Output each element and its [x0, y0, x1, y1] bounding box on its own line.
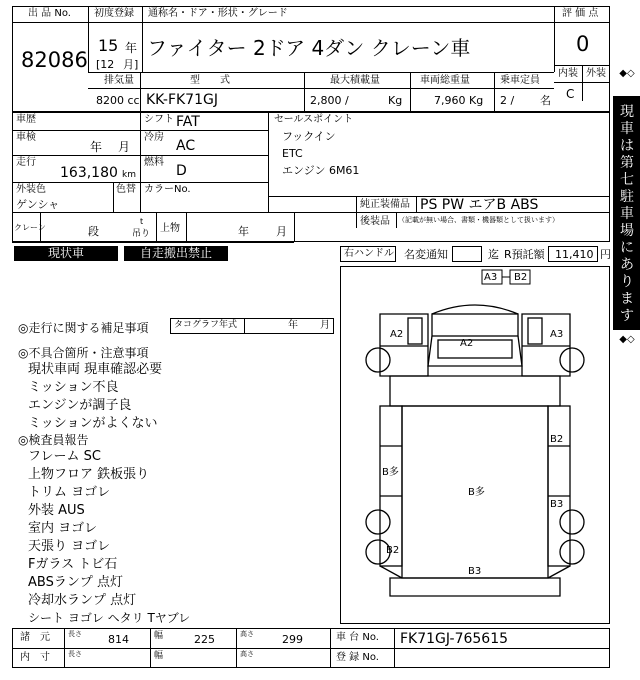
height-value: 299	[282, 633, 303, 646]
interior-value: C	[566, 87, 575, 101]
exterior-label: 外装	[586, 68, 606, 79]
handle-value: 右ハンドル	[344, 248, 394, 259]
inspector-10: シート ヨゴレ ヘタリ Tヤブレ	[28, 611, 191, 625]
mileage-value: 163,180	[60, 165, 118, 181]
height-label: 高さ	[240, 630, 254, 638]
width-label: 幅	[154, 631, 164, 641]
damage-a3-right: A3	[550, 329, 564, 340]
shift-label: シフト	[144, 114, 174, 125]
r-amount: 11,410	[555, 248, 594, 261]
score-value: 0	[576, 32, 590, 56]
color-no-label: 色替	[116, 184, 136, 195]
reg-month-value: [12	[96, 58, 115, 71]
spec-label: 諸 元	[20, 632, 50, 643]
name-change-label: 名変通知	[404, 248, 448, 261]
inspector-3: トリム ヨゴレ	[28, 485, 111, 500]
lot-label: 出 品 No.	[28, 8, 71, 19]
equipment-label: 純正装備品	[360, 199, 410, 210]
gross-weight-label: 車両総重量	[420, 75, 470, 86]
reg-year: 15	[98, 36, 119, 55]
reg-label: 登 録 No.	[336, 652, 379, 663]
damage-a2-left: A2	[390, 329, 404, 340]
damage-b3-bottom: B3	[468, 566, 482, 577]
defect-3: エンジンが調子良	[28, 398, 132, 413]
crane-hook: 吊り	[132, 229, 151, 239]
gross-weight-value: 7,960 Kg	[434, 94, 484, 107]
name-label: 通称名・ドア・形状・グレード	[148, 8, 288, 19]
rating-label: 評 価 点	[562, 8, 599, 19]
width-value: 225	[194, 633, 215, 646]
self-drive-badge: 自走搬出禁止	[124, 246, 228, 261]
side-mark-bottom: ◆◇	[619, 334, 635, 345]
defect-4: ミッションがよくない	[28, 416, 158, 431]
sales-points-label: セールスポイント	[274, 114, 354, 125]
chassis-value: FK71GJ-765615	[400, 631, 509, 647]
mileage-label: 走行	[16, 157, 36, 168]
inspector-5: 室内 ヨゴレ	[28, 521, 98, 536]
model-label: 型 式	[190, 75, 230, 86]
r-prefix: 迄	[488, 248, 499, 261]
inspector-9: 冷却水ランプ 点灯	[28, 593, 137, 608]
displacement-label: 排気量	[104, 75, 134, 86]
max-load-label: 最大積載量	[330, 75, 380, 86]
damage-a2-top: A2	[460, 338, 474, 349]
sales-point-3: エンジン 6M61	[282, 164, 360, 177]
capacity-label: 乗車定員	[500, 75, 540, 86]
tachograph-label: タコグラフ年式	[174, 320, 238, 330]
mileage-unit: km	[122, 170, 136, 180]
length-label: 長さ	[68, 630, 82, 638]
sales-point-1: フックイン	[282, 130, 336, 143]
lot-number: 82086	[21, 48, 88, 72]
capacity-value: 2 /	[500, 94, 515, 107]
max-load-value: 2,800 /	[310, 94, 349, 107]
ac-value: AC	[176, 138, 196, 154]
upper-year: 年	[238, 225, 249, 238]
upper-month: 月	[276, 225, 287, 238]
color-value: ゲンシャ	[16, 198, 60, 211]
defect-1: 現状車両 現車確認必要	[28, 362, 163, 377]
color-label: 外装色	[16, 184, 46, 195]
fuel-value: D	[176, 163, 187, 179]
inspection-month: 月	[118, 140, 131, 154]
in-height-label: 高さ	[240, 650, 254, 658]
first-reg-label: 初度登録	[94, 8, 134, 19]
in-width-label: 幅	[154, 651, 164, 661]
damage-b-many-center: B多	[468, 487, 485, 498]
r-label: R預託額	[504, 248, 545, 261]
defects-title: ◎不具合箇所・注意事項	[18, 346, 149, 360]
car-name: ファイター 2ドア 4ダン クレーン車	[147, 36, 471, 60]
damage-b3-right: B3	[550, 499, 564, 510]
length-value: 814	[108, 633, 129, 646]
driving-title: ◎走行に関する補足事項	[18, 321, 149, 335]
side-mark-top: ◆◇	[619, 68, 635, 79]
damage-b2-left: B2	[386, 545, 400, 556]
capacity-unit: 名	[540, 94, 551, 107]
in-length-label: 長さ	[68, 650, 82, 658]
inspector-6: 天張り ヨゴレ	[28, 539, 111, 554]
reg-year-unit: 年	[125, 41, 138, 55]
inspector-4: 外装 AUS	[28, 503, 85, 518]
damage-b-many-left: B多	[382, 467, 399, 478]
interior-label: 内装	[558, 68, 578, 79]
shift-value: FAT	[176, 114, 200, 130]
current-car-badge: 現状車	[14, 246, 118, 261]
max-load-unit: Kg	[388, 94, 403, 107]
r-unit: 円	[600, 248, 611, 261]
damage-b2-top: B2	[514, 272, 528, 283]
crane-t: t	[140, 217, 144, 226]
tachograph-year: 年	[288, 320, 298, 331]
tachograph-month: 月	[320, 320, 330, 331]
defect-2: ミッション不良	[28, 380, 119, 395]
fuel-label: 燃料	[144, 157, 164, 168]
chassis-label: 車 台 No.	[336, 632, 379, 643]
inspector-title: ◎検査員報告	[18, 433, 89, 447]
side-notice-text: 現車は第七駐車場にあります	[620, 104, 634, 324]
history-label: 車歴	[16, 114, 36, 125]
inspection-year: 年	[90, 140, 103, 154]
displacement-value: 8200 cc	[96, 94, 140, 107]
upper-label: 上物	[160, 223, 180, 234]
sales-point-2: ETC	[282, 147, 303, 160]
reg-month-unit: 月]	[123, 58, 139, 71]
name-change-box	[452, 246, 482, 262]
damage-b2-right: B2	[550, 434, 564, 445]
model-value: KK-FK71GJ	[146, 92, 218, 108]
damage-a3-top: A3	[484, 272, 498, 283]
ac-label: 冷房	[144, 132, 164, 143]
aftermarket-note: （記載が無い場合、書類・機器類として扱います）	[398, 216, 559, 224]
aftermarket-label: 後装品	[360, 216, 390, 227]
inspector-7: Fガラス トビ石	[28, 557, 118, 572]
crane-stage: 段	[88, 225, 99, 238]
inspection-label: 車検	[16, 132, 36, 143]
inspector-1: フレーム SC	[28, 449, 101, 464]
color-no2-label: カラーNo.	[144, 184, 191, 195]
equipment-value: PS PW エアB ABS	[420, 197, 539, 213]
inspector-8: ABSランプ 点灯	[28, 575, 123, 590]
crane-label: クレーン	[14, 223, 46, 232]
inspector-2: 上物フロア 鉄板張り	[28, 467, 150, 482]
inner-label: 内 寸	[20, 652, 50, 663]
